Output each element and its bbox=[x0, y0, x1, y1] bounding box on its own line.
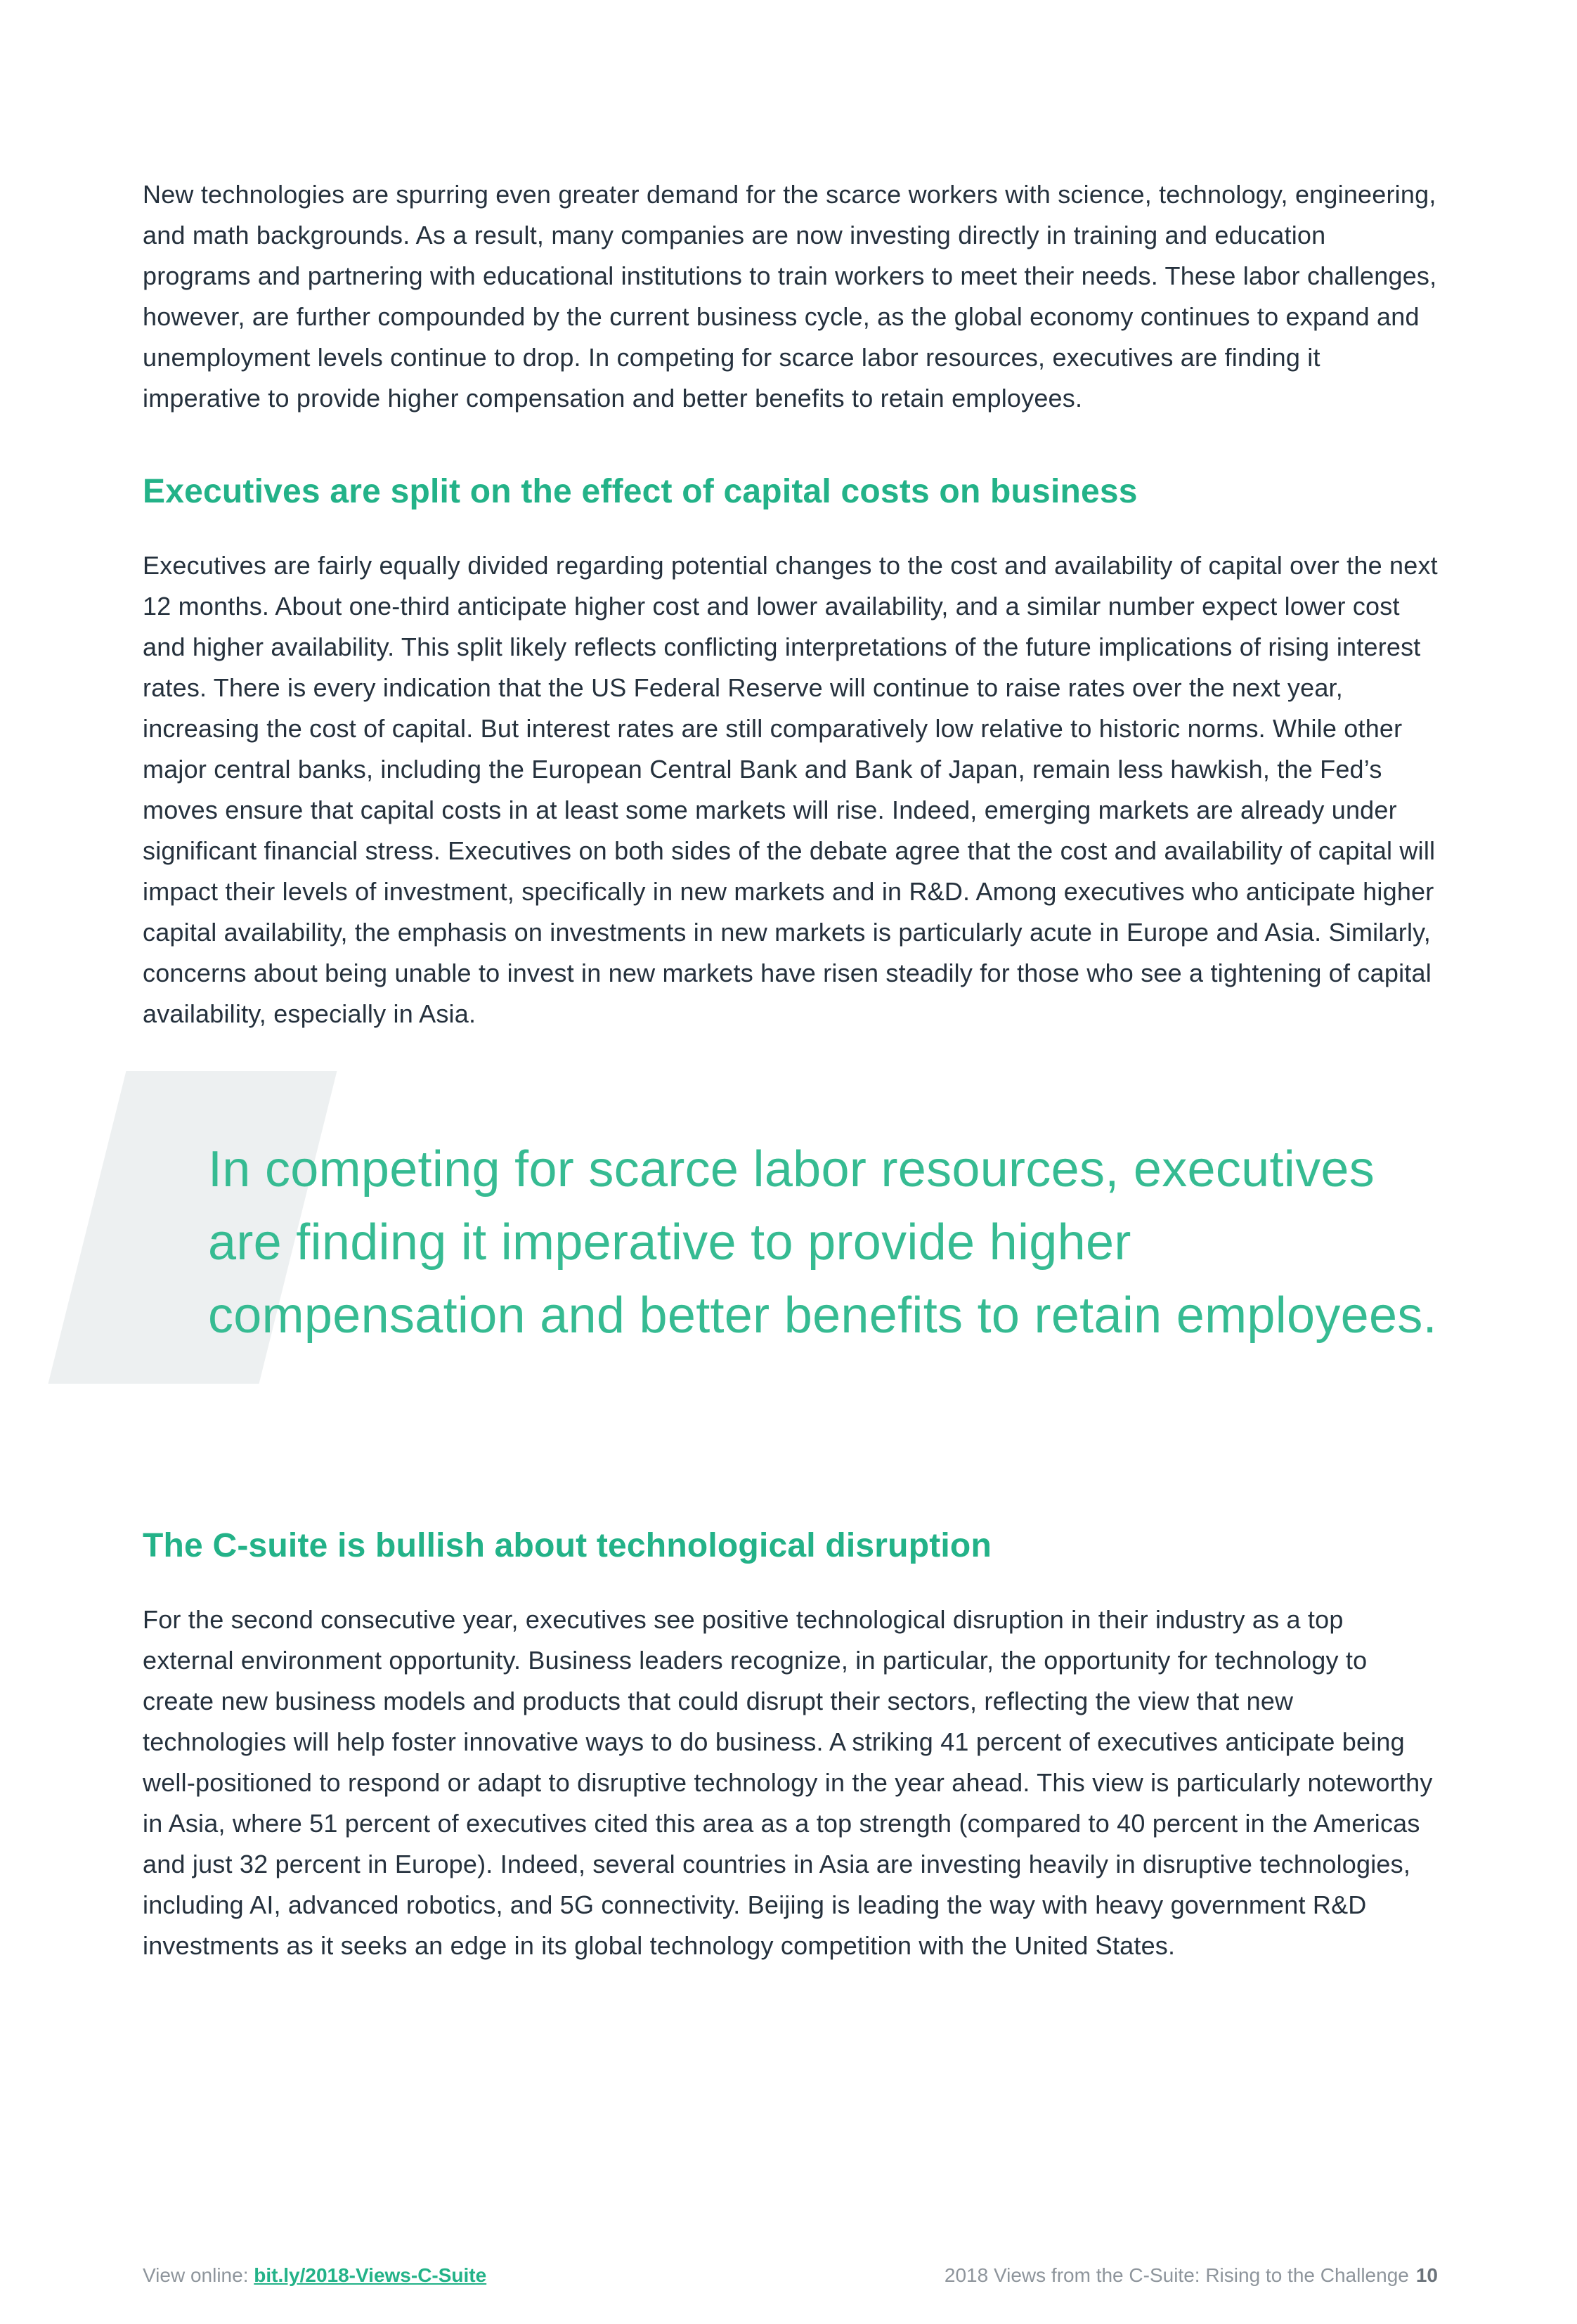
section-body-capital-costs: Executives are fairly equally divided regarding potential changes to the cost and availability of capital over the next 12 months. About one-third anticipate higher cost and lower availability, and a similar number expect lower cost and higher availability. This split likely reflects conflicting interpretations of the future implications of rising interest rates. There is every indication that the US Federal Reserve will continue to raise rates over the next year, increasing the cost of capital. But interest rates are still comparatively low relative to historic norms. While other major central banks, including the European Central Bank and Bank of Japan, remain less hawkish, the Fed’s moves ensure that capital costs in at least some markets will rise. Indeed, emerging markets are already under significant financial stress. Executives on both sides of the debate agree that the cost and availability of capital will impact their levels of investment, specifically in new markets and in R&D. Among executives who anticipate higher capital availability, the emphasis on investments in new markets is particularly acute in Europe and Asia. Similarly, concerns about being unable to invest in new markets have risen steadily for those who see a tightening of capital availability, especially in Asia. bbox=[143, 551, 1438, 1028]
view-online-label: View online: bbox=[143, 2264, 254, 2286]
page-content bbox=[143, 174, 1438, 1966]
page-footer bbox=[143, 2264, 1438, 2287]
page-number: 10 bbox=[1415, 2264, 1438, 2286]
view-online-link[interactable]: bit.ly/2018-Views-C-Suite bbox=[254, 2264, 487, 2286]
footer-running-title bbox=[945, 2264, 1438, 2287]
section-heading-capital-costs: Executives are split on the effect of capital costs on business bbox=[143, 473, 1138, 510]
report-title-text: 2018 Views from the C-Suite: Rising to the Challenge bbox=[944, 2264, 1409, 2286]
section-body-technological-disruption: For the second consecutive year, executives see positive technological disruption in their industry as a top external environment opportunity. Business leaders recognize, in particular, the opportunity for technology to create new business models and products that could disrupt their sectors, reflecting the view that new technologies will help foster innovative ways to do business. A striking 41 percent of executives anticipate being well-positioned to respond or adapt to disruptive technology in the year ahead. This view is particularly noteworthy in Asia, where 51 percent of executives cited this area as a top strength (compared to 40 percent in the Americas and just 32 percent in Europe). Indeed, several countries in Asia are investing heavily in disruptive technologies, including AI, advanced robotics, and 5G connectivity. Beijing is leading the way with heavy government R&D investments as it seeks an edge in its global technology competition with the United States. bbox=[143, 1605, 1433, 1960]
pullquote-block bbox=[208, 1133, 1438, 1365]
pullquote-text: In competing for scarce labor resources, executives are finding it imperative to provide higher compensation and better benefits to retain employees. bbox=[208, 1141, 1437, 1344]
section-heading-technological-disruption: The C-suite is bullish about technological disruption bbox=[143, 1527, 992, 1564]
footer-view-online bbox=[143, 2264, 486, 2287]
intro-paragraph: New technologies are spurring even greater demand for the scarce workers with science, technology, engineering, and math backgrounds. As a result, many companies are now investing directly in training and education programs and partnering with educational institutions to train workers to meet their needs. These labor challenges, however, are further compounded by the current business cycle, as the global economy continues to expand and unemployment levels continue to drop. In competing for scarce labor resources, executives are finding it imperative to provide higher compensation and better benefits to retain employees. bbox=[143, 180, 1437, 413]
